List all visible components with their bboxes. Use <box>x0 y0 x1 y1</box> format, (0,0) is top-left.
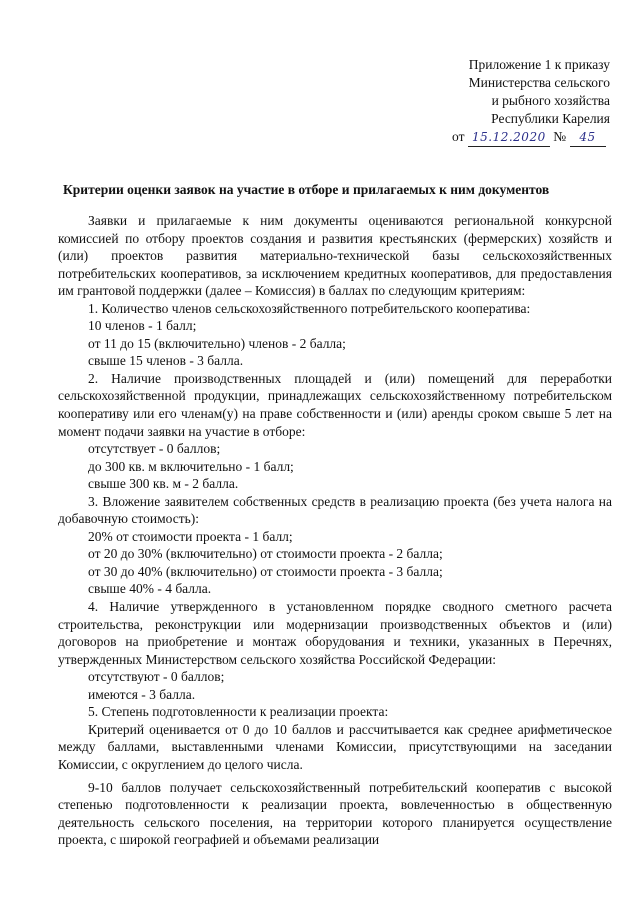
criterion-5-heading: 5. Степень подготовленности к реализации проекта: <box>88 704 389 720</box>
header-line-1: Приложение 1 к приказу <box>468 57 610 72</box>
criterion-2-option: до 300 кв. м включительно - 1 балл; <box>88 458 294 474</box>
criterion-2-option: отсутствует - 0 баллов; <box>88 441 221 457</box>
header-line-2: Министерства сельского <box>468 75 610 90</box>
document-body <box>58 212 612 849</box>
criterion-4-option: имеются - 3 балла. <box>88 686 196 702</box>
criterion-3-option: от 20 до 30% (включительно) от стоимости проекта - 2 балла; <box>88 546 443 562</box>
document-title: Критерии оценки заявок на участие в отборе и прилагаемых к ним документов <box>63 182 550 197</box>
header-line-4: Республики Карелия <box>491 111 610 126</box>
number-field <box>570 128 606 147</box>
handwritten-date: 15.12.2020 <box>472 130 546 144</box>
date-field <box>468 128 550 147</box>
number-sign: № <box>553 129 567 144</box>
appendix-header <box>452 56 612 148</box>
handwritten-number: 45 <box>579 130 596 144</box>
paragraph-intro: Заявки и прилагаемые к ним документы оцениваются региональной конкурсной комиссией по отбору проектов создания и развития крестьянских (фермерских) хозяйств и (или) проектов развития материально-технической базы сельскохозяйственных потребительских кооперативов, за исключением кредитных кооперативов, для предоставления им грантовой поддержки (далее – Комиссия) в баллах по следующим критериям: <box>58 213 612 299</box>
criterion-2-heading: 2. Наличие производственных площадей и (или) помещений для переработки сельскохозяйственной продукции, принадлежащих сельскохозяйственному потребительском кооперативу или его членам(у) на праве собственности и (или) аренды сроком свыше 5 лет на момент подачи заявки на участие в отборе: <box>58 370 612 439</box>
criterion-3-option: свыше 40% - 4 балла. <box>88 581 212 597</box>
criterion-3-option: 20% от стоимости проекта - 1 балл; <box>88 528 293 544</box>
criterion-3-heading: 3. Вложение заявителем собственных средств в реализацию проекта (без учета налога на добавочную стоимость): <box>58 493 612 527</box>
criterion-5-score-description: 9-10 баллов получает сельскохозяйственный потребительский кооператив с высокой степенью подготовленности к реализации проекта, вовлеченностью в общественную деятельность сельского поселения, на территории которого планируется осуществление проекта, с широкой географией и объемами реализации <box>58 779 612 848</box>
criterion-1-option: 10 членов - 1 балл; <box>88 318 197 334</box>
criterion-1-heading: 1. Количество членов сельскохозяйственного потребительского кооператива: <box>88 300 531 316</box>
criterion-4-heading: 4. Наличие утвержденного в установленном порядке сводного сметного расчета строительства, реконструкции или модернизации производственных объектов и (или) договоров на приобретение и монтаж оборудования и техники, указанных в Перечнях, утвержденных Министерством сельского хозяйства Российской Федерации: <box>58 599 612 667</box>
header-line-3: и рыбного хозяйства <box>491 93 610 108</box>
criterion-1-option: свыше 15 членов - 3 балла. <box>88 353 244 369</box>
criterion-1-option: от 11 до 15 (включительно) членов - 2 балла; <box>88 335 346 351</box>
criterion-3-option: от 30 до 40% (включительно) от стоимости проекта - 3 балла; <box>88 563 443 579</box>
criterion-5-description: Критерий оценивается от 0 до 10 баллов и рассчитывается как среднее арифметическое между баллами, выставленными членами Комиссии, присутствующими на заседании Комиссии, с округлением до целого числа. <box>58 721 612 772</box>
criterion-4-option: отсутствуют - 0 баллов; <box>88 669 225 685</box>
criterion-2-option: свыше 300 кв. м - 2 балла. <box>88 476 239 492</box>
order-number-row <box>452 128 612 148</box>
date-prefix: от <box>452 129 465 144</box>
